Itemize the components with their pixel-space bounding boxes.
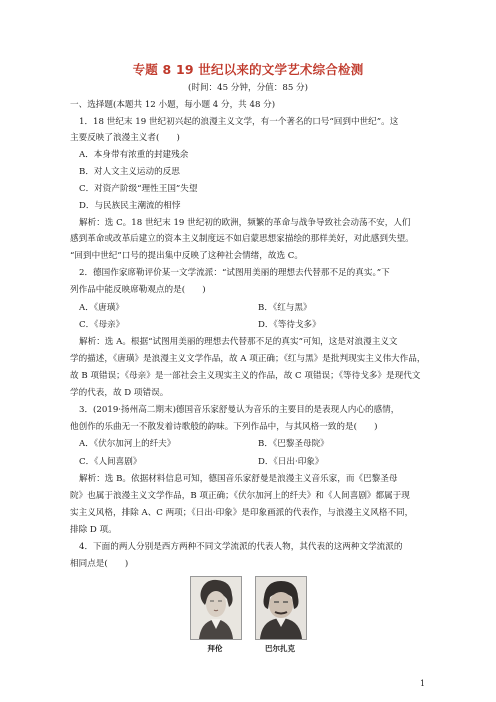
q2-option-c: C．《母亲》	[79, 320, 125, 330]
portrait-illustration	[256, 577, 306, 639]
q1-explanation-line: 感到革命或改革后建立的资本主义制度远不如启蒙思想家描绘的那样美好，对此感到失望。	[70, 234, 414, 244]
balzac-portrait-image	[255, 576, 307, 640]
byron-portrait-image	[190, 576, 242, 640]
portrait-illustration	[191, 577, 241, 639]
q3-explanation-line: 解析：选 B。依据材料信息可知，德国音乐家舒曼是浪漫主义音乐家，而《巴黎圣母	[79, 474, 398, 484]
q1-option-a: A．本身带有浓重的封建残余	[79, 150, 189, 160]
page-title: 专题 8 19 世纪以来的文学艺术综合检测	[132, 62, 364, 77]
q3-explanation-line: 院》也属于浪漫主义文学作品，B 项正确；《伏尔加河上的纤夫》和《人间喜剧》都属于现	[70, 491, 410, 501]
q2-explanation-line: 解析：选 A。根据“试图用美丽的理想去代替那不足的真实”可知，这是对浪漫主义文	[79, 337, 398, 347]
q3-explanation-line: 实主义风格，排除 A、C 两项；《日出·印象》是印象画派的代表作，与浪漫主义风格不同，	[70, 508, 414, 518]
q2-option-a: A．《唐璜》	[79, 303, 124, 313]
q2-explanation-line: 故 B 项错误；《母亲》是一部社会主义现实主义的作品，故 C 项错误；《等待戈多》是现代文	[70, 371, 421, 381]
q2-option-b: B．《红与黑》	[258, 303, 312, 313]
q3-option-b: B．《巴黎圣母院》	[258, 439, 329, 449]
q3-explanation-line: 排除 D 项。	[70, 525, 117, 535]
q1-stem-line: 1．18 世纪末 19 世纪初兴起的浪漫主义文学，有一个著名的口号“回到中世纪”。这	[79, 117, 399, 127]
q2-option-d: D．《等待戈多》	[258, 320, 321, 330]
q1-explanation-line: 解析：选 C。18 世纪末 19 世纪初的欧洲，频繁的革命与战争导致社会动荡不安，人们	[79, 218, 411, 228]
q1-option-b: B．对人文主义运动的反思	[79, 167, 180, 177]
q1-stem-line: 主要反映了浪漫主义者( )	[70, 133, 180, 143]
q3-stem-line: 3．(2019·扬州高二期末)德国音乐家舒曼认为音乐的主要目的是表现人内心的感情，	[79, 405, 400, 415]
q3-option-d: D．《日出·印象》	[258, 457, 324, 467]
q2-stem-line: 列作品中能反映席勒观点的是( )	[70, 285, 206, 295]
q4-stem-line: 相同点是( )	[70, 559, 129, 569]
caption-byron: 拜伦	[207, 644, 223, 653]
q3-option-a: A．《伏尔加河上的纤夫》	[79, 439, 176, 449]
q1-option-c: C．对资产阶级“理性王国”失望	[79, 184, 198, 194]
section-heading: 一、选择题(本题共 12 小题，每小题 4 分，共 48 分)	[70, 100, 276, 110]
q2-explanation-line: 学的描述，《唐璜》是浪漫主义文学作品，故 A 项正确；《红与黑》是批判现实主义伟大作品，	[70, 354, 426, 364]
q3-option-c: C．《人间喜剧》	[79, 457, 142, 467]
q1-explanation-line: “回到中世纪”口号的提出集中反映了这种社会情绪，故选 C。	[70, 251, 303, 261]
exam-info: (时间：45 分钟，分值：85 分)	[188, 83, 308, 93]
q3-stem-line: 他创作的乐曲无一不散发着诗歌般的韵味。下列作品中，与其风格一致的是( )	[70, 422, 378, 432]
q1-option-d: D．与民族民主潮流的相悖	[79, 201, 181, 211]
q2-stem-line: 2．德国作家席勒评价某一文学流派：“试图用美丽的理想去代替那不足的真实。”下	[79, 268, 390, 278]
q4-stem-line: 4．下面的两人分别是西方两种不同文学流派的代表人物，其代表的这两种文学流派的	[79, 542, 403, 552]
caption-balzac: 巴尔扎克	[265, 644, 295, 653]
q2-explanation-line: 学的代表，故 D 项错误。	[70, 388, 169, 398]
page-number: 1	[420, 679, 426, 688]
